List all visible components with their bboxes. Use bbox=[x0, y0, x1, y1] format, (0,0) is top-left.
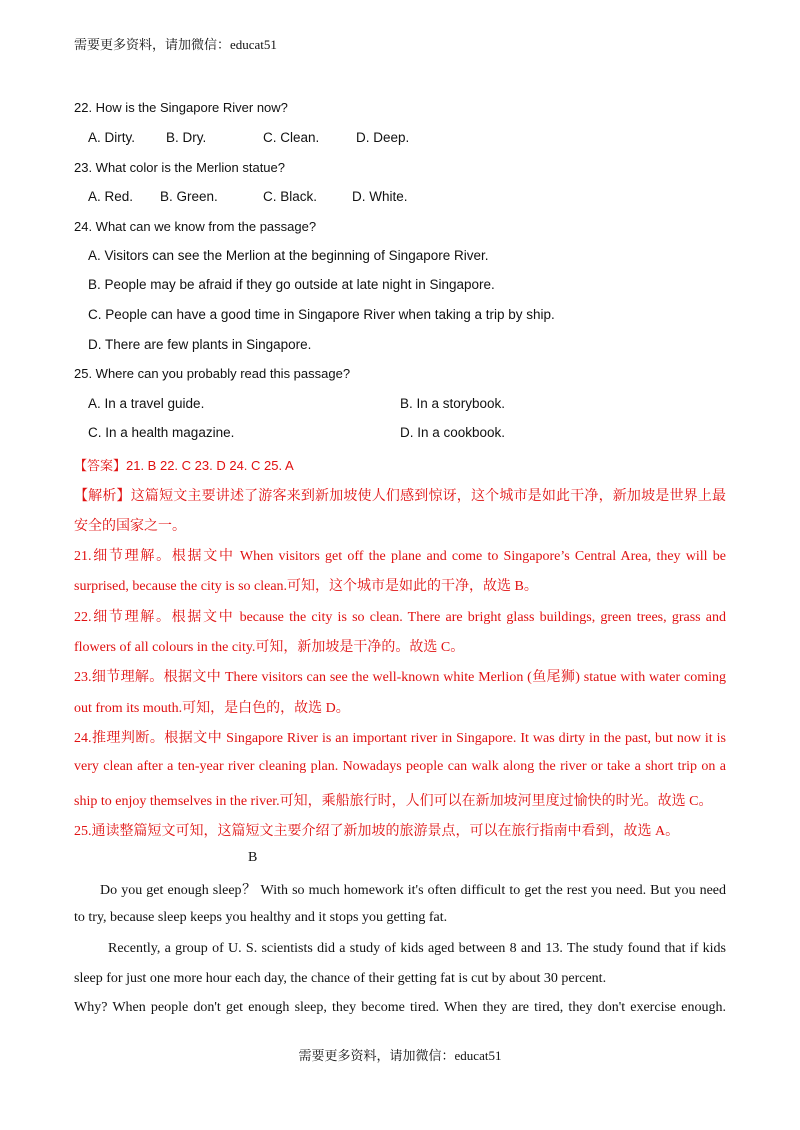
q25-option-c: C. In a health magazine. bbox=[88, 425, 235, 440]
passage-b-para2-line1: Recently, a group of U. S. scientists did a study of kids aged between 8 and 13. The study found that if kids bbox=[108, 941, 726, 956]
question-25: 25. Where can you probably read this passage? bbox=[74, 366, 351, 381]
explanation-25: 25.通读整篇短文可知，这篇短文主要介绍了新加坡的旅游景点，可以在旅行指南中看到，故选 A。 bbox=[74, 824, 680, 839]
explanation-23-line2: out from its mouth.可知，是白色的，故选 D。 bbox=[74, 701, 350, 716]
explanation-24-line1: 24.推理判断。根据文中 Singapore River is an important river in Singapore. It was dirty in the past, but now it is bbox=[74, 731, 726, 746]
passage-b-para1-line1: Do you get enough sleep？ With so much homework it's often difficult to get the rest you need. But you need bbox=[100, 883, 726, 898]
q25-option-a: A. In a travel guide. bbox=[88, 396, 205, 411]
explanation-24-line3: ship to enjoy themselves in the river.可知，乘船旅行时，人们可以在新加坡河里度过愉快的时光。故选 C。 bbox=[74, 794, 713, 809]
q22-option-d: D. Deep. bbox=[356, 130, 410, 145]
passage-b-para1-line2: to try, because sleep keeps you healthy and it stops you getting fat. bbox=[74, 910, 448, 925]
q24-option-d: D. There are few plants in Singapore. bbox=[88, 337, 312, 352]
passage-b-para2-line2: sleep for just one more hour each day, the chance of their getting fat is cut by about 30 percent. bbox=[74, 971, 607, 986]
page-footer: 需要更多资料，请加微信：educat51 bbox=[298, 1048, 502, 1063]
explanation-22-line2: flowers of all colours in the city.可知，新加坡是干净的。故选 C。 bbox=[74, 640, 465, 655]
q25-option-b: B. In a storybook. bbox=[400, 396, 506, 411]
question-23: 23. What color is the Merlion statue? bbox=[74, 160, 285, 175]
q23-option-c: C. Black. bbox=[263, 189, 318, 204]
q22-option-a: A. Dirty. bbox=[88, 130, 135, 145]
explanation-21-line2: surprised, because the city is so clean.可知，这个城市是如此的干净，故选 B。 bbox=[74, 579, 538, 594]
q25-option-d: D. In a cookbook. bbox=[400, 425, 506, 440]
q24-option-b: B. People may be afraid if they go outside at late night in Singapore. bbox=[88, 277, 495, 292]
question-24: 24. What can we know from the passage? bbox=[74, 219, 317, 234]
answer-key: 【答案】21. B 22. C 23. D 24. C 25. A bbox=[74, 458, 294, 473]
explanation-22-line1: 22.细节理解。根据文中 because the city is so clean. There are bright glass buildings, green trees, grass and bbox=[74, 610, 726, 625]
section-b-label: B bbox=[248, 850, 258, 865]
q23-option-a: A. Red. bbox=[88, 189, 134, 204]
analysis-intro-line2: 安全的国家之一。 bbox=[74, 519, 186, 534]
q23-option-d: D. White. bbox=[352, 189, 408, 204]
q23-option-b: B. Green. bbox=[160, 189, 218, 204]
explanation-23-line1: 23.细节理解。根据文中 There visitors can see the well-known white Merlion (鱼尾狮) statue with water coming bbox=[74, 670, 726, 685]
question-22: 22. How is the Singapore River now? bbox=[74, 100, 288, 115]
explanation-21-line1: 21.细节理解。根据文中 When visitors get off the plane and come to Singapore’s Central Area, they will be bbox=[74, 549, 726, 564]
explanation-24-line2: very clean after a ten-year river cleaning plan. Nowadays people can walk along the river or take a short trip on a bbox=[74, 759, 726, 774]
q24-option-c: C. People can have a good time in Singapore River when taking a trip by ship. bbox=[88, 307, 555, 322]
passage-b-para3-line1: Why? When people don't get enough sleep, they become tired. When they are tired, they don't exercise enough. bbox=[74, 1000, 726, 1015]
q22-option-b: B. Dry. bbox=[166, 130, 207, 145]
q24-option-a: A. Visitors can see the Merlion at the beginning of Singapore River. bbox=[88, 248, 489, 263]
q22-option-c: C. Clean. bbox=[263, 130, 320, 145]
page-header: 需要更多资料，请加微信：educat51 bbox=[74, 37, 277, 52]
analysis-intro-line1: 【解析】这篇短文主要讲述了游客来到新加坡使人们感到惊讶，这个城市是如此干净，新加坡是世界上最 bbox=[74, 489, 726, 504]
